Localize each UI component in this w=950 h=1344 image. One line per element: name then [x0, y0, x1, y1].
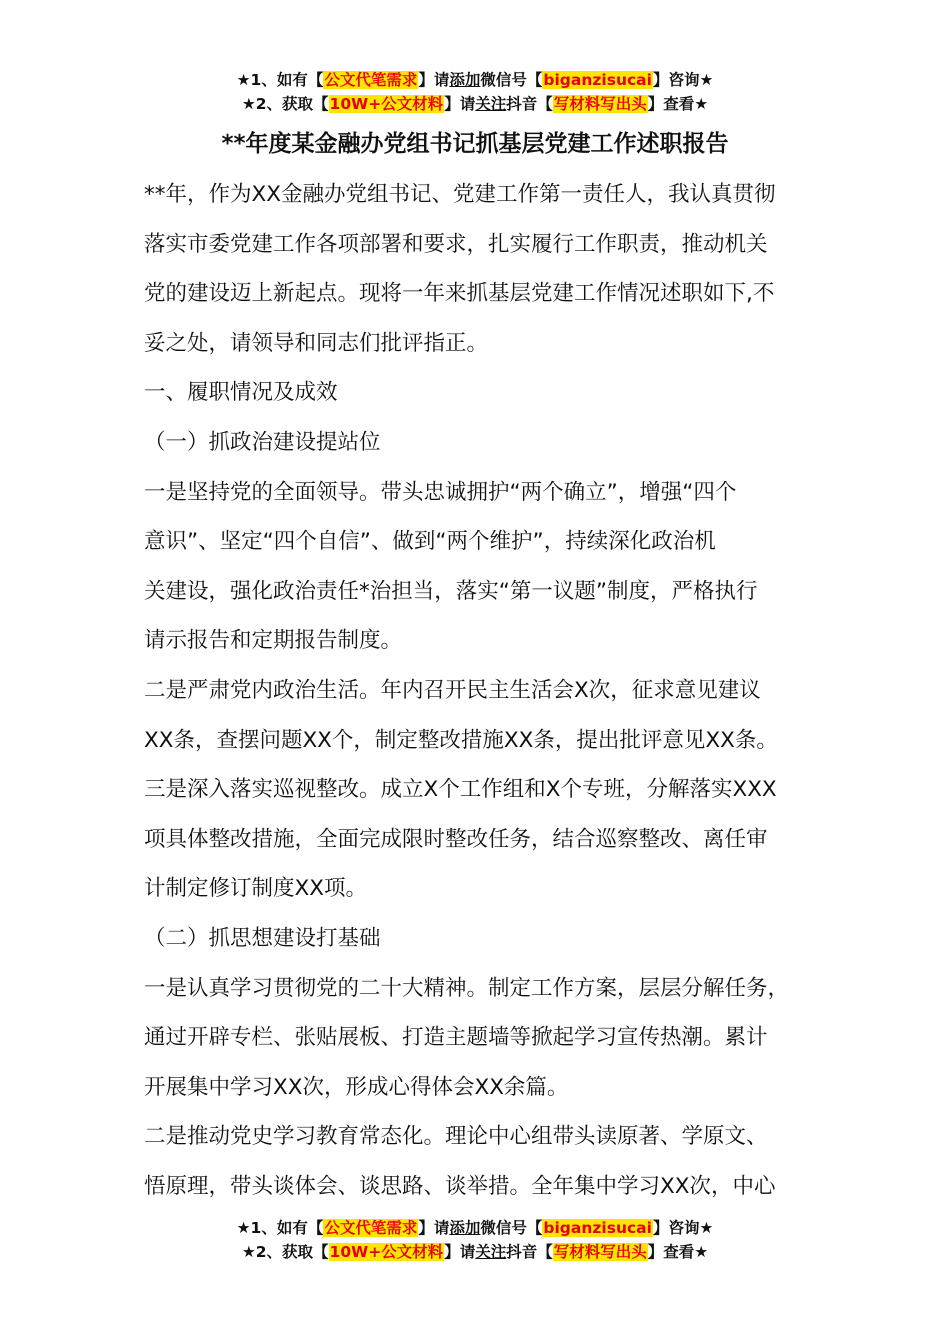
- body-line: 计制定修订制度XX项。: [144, 876, 367, 902]
- body-line: 通过开辟专栏、张贴展板、打造主题墙等掀起学习宣传热潮。累计: [144, 1025, 768, 1051]
- promo-line-2: ★2、获取【10W+公文材料】请关注抖音【写材料写出头】查看★: [241, 95, 709, 113]
- body-line: 二是推动党史学习教育常态化。理论中心组带头读原著、学原文、: [144, 1124, 768, 1150]
- body-line: 一是认真学习贯彻党的二十大精神。制定工作方案，层层分解任务，: [144, 975, 790, 1001]
- body-line: 意识”、坚定“四个自信”、做到“两个维护”，持续深化政治机: [144, 529, 716, 555]
- promo-line-1: ★1、如有【公文代笔需求】请添加微信号【biganzisucai】咨询★: [236, 71, 714, 89]
- subsection-heading: （一）抓政治建设提站位: [144, 429, 381, 455]
- section-heading: 一、履职情况及成效: [144, 380, 338, 406]
- body-line: 一是坚持党的全面领导。带头忠诚拥护“两个确立”，增强“四个: [144, 479, 737, 505]
- body-line: 妥之处，请领导和同志们批评指正。: [144, 330, 489, 356]
- document-title: **年度某金融办党组书记抓基层党建工作述职报告: [221, 131, 729, 157]
- promo-line-1: ★1、如有【公文代笔需求】请添加微信号【biganzisucai】咨询★: [236, 1219, 714, 1237]
- body-line: 请示报告和定期报告制度。: [144, 628, 403, 654]
- body-line: 落实市委党建工作各项部署和要求，扎实履行工作职责，推动机关: [144, 231, 768, 257]
- body-line: 三是深入落实巡视整改。成立X个工作组和X个专班，分解落实XXX: [144, 777, 777, 803]
- body-line: 项具体整改措施，全面完成限时整改任务，结合巡察整改、离任审: [144, 826, 768, 852]
- body-line: 二是严肃党内政治生活。年内召开民主生活会X次，征求意见建议: [144, 677, 761, 703]
- body-line: XX条，查摆问题XX个，制定整改措施XX条，提出批评意见XX条。: [144, 727, 778, 753]
- subsection-heading: （二）抓思想建设打基础: [144, 925, 381, 951]
- promo-line-2: ★2、获取【10W+公文材料】请关注抖音【写材料写出头】查看★: [241, 1243, 709, 1261]
- body-line: 关建设，强化政治责任*治担当，落实“第一议题”制度，严格执行: [144, 578, 758, 604]
- promo-banner-top: [0, 68, 950, 116]
- body-line: 悟原理，带头谈体会、谈思路、谈举措。全年集中学习XX次，中心: [144, 1173, 776, 1199]
- body-line: 开展集中学习XX次，形成心得体会XX余篇。: [144, 1074, 569, 1100]
- body-line: 党的建设迈上新起点。现将一年来抓基层党建工作情况述职如下,不: [144, 281, 775, 307]
- body-line: **年，作为XX金融办党组书记、党建工作第一责任人，我认真贯彻: [144, 182, 776, 207]
- promo-banner-bottom: [0, 1216, 950, 1264]
- document-body: [144, 170, 834, 1211]
